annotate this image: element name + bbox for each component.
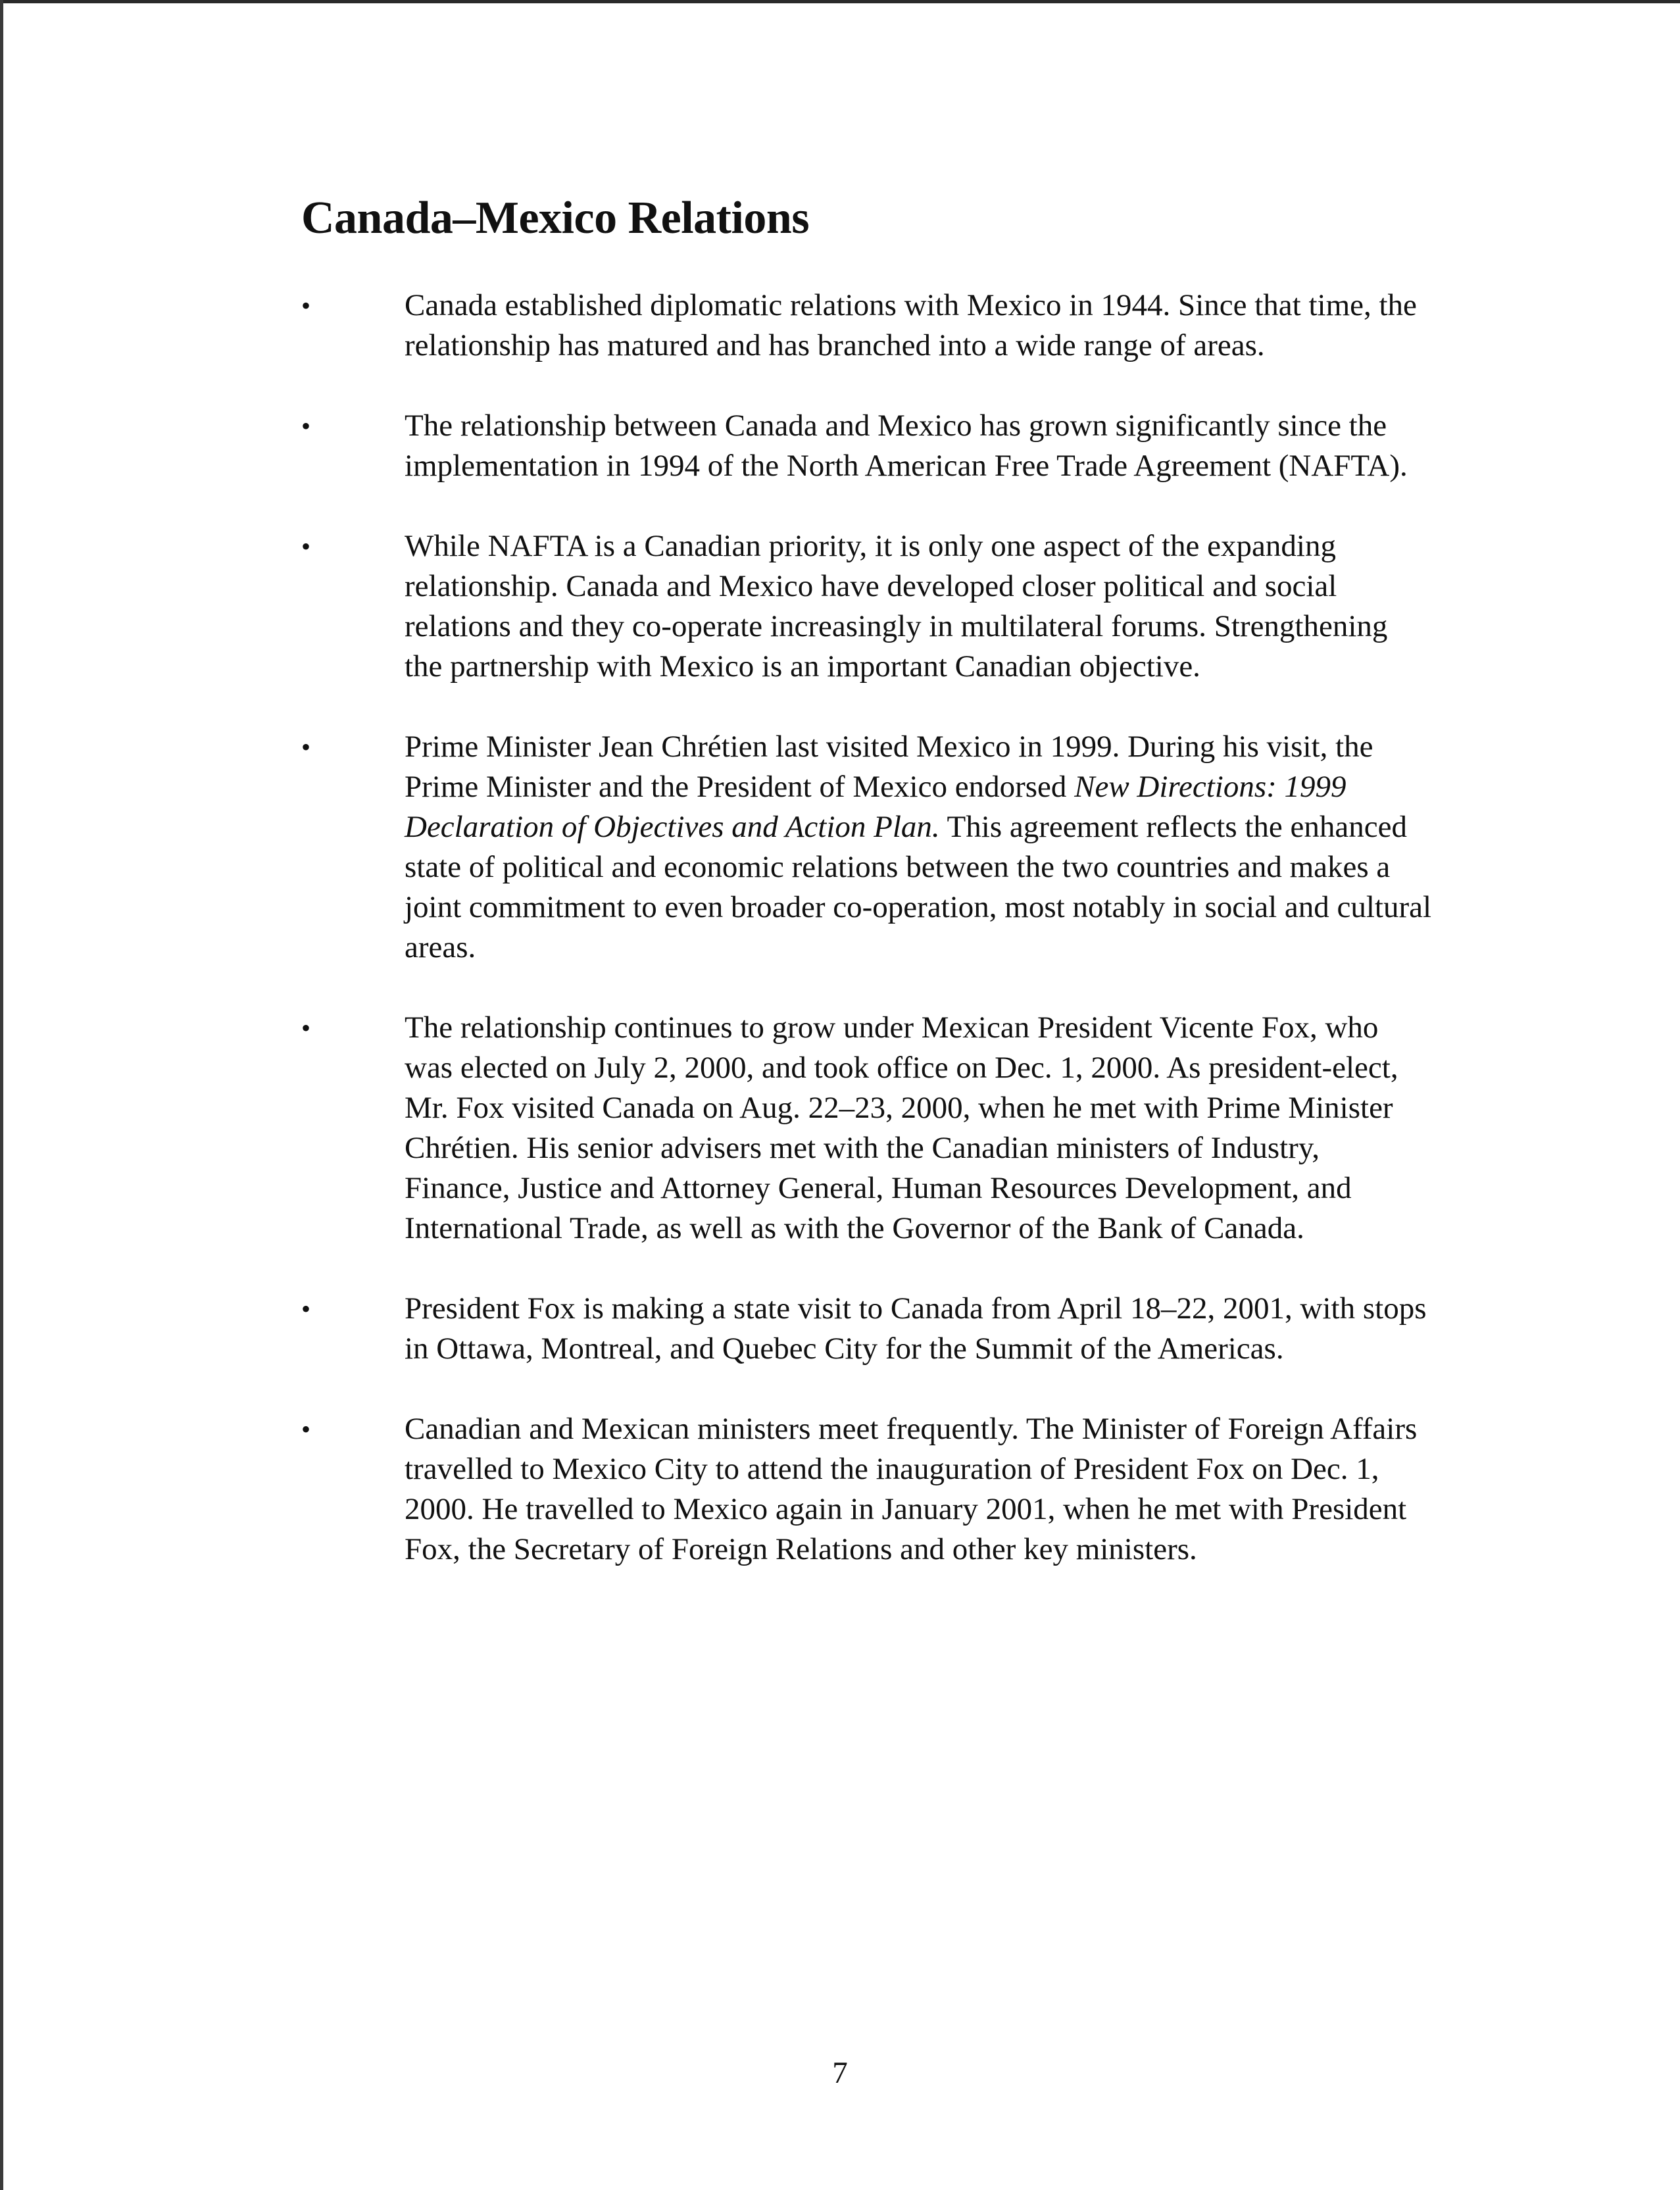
page-title: Canada–Mexico Relations	[301, 193, 810, 243]
scan-edge-left	[0, 0, 3, 2190]
italic-title-text: New Directions: 1999 Declaration of Objectives and Action Plan.	[405, 770, 1346, 844]
bullet-text-segment: The relationship continues to grow under Mexican President Vicente Fox, who was elected on July 2, 2000, and took office on Dec. 1, 2000. As president-elect, Mr. Fox visited Canada on Aug. 22–23, 2000, when he met with Prime Minister Chrétien. His senior advisers met with the Canadian ministers of Industry, Finance, Justice and Attorney General, Human Resources Development, and International Trade, as well as with the Governor of the Bank of Canada.	[405, 1010, 1398, 1245]
bullet-text	[405, 406, 1433, 486]
bullet-text-segment: Prime Minister Jean Chrétien last visited Mexico in 1999. During his visit, the Prime Minister and the President of Mexico endorsed	[405, 730, 1373, 804]
bullet-item	[301, 286, 1433, 366]
bullet-dot-icon: •	[301, 1013, 311, 1043]
bullet-item	[301, 727, 1433, 968]
bullet-item	[301, 406, 1433, 486]
bullet-text	[405, 526, 1433, 687]
document-page	[301, 191, 1433, 1610]
bullet-item	[301, 1008, 1433, 1249]
bullet-text-segment: Canada established diplomatic relations with Mexico in 1944. Since that time, the relationship has matured and has branched into a wide range of areas.	[405, 288, 1417, 362]
bullet-text-segment: While NAFTA is a Canadian priority, it is only one aspect of the expanding relationship. Canada and Mexico have developed closer political and social relations and they co-operate increasingly in multilateral forums. Strengthening the partnership with Mexico is an important Canadian objective.	[405, 529, 1388, 684]
bullet-list	[301, 286, 1433, 1570]
bullet-text-segment: President Fox is making a state visit to Canada from April 18–22, 2001, with stops in Ottawa, Montreal, and Quebec City for the Summit of the Americas.	[405, 1291, 1427, 1366]
bullet-dot-icon: •	[301, 732, 311, 762]
bullet-text	[405, 727, 1433, 968]
bullet-text	[405, 1289, 1433, 1369]
bullet-text	[405, 286, 1433, 366]
bullet-dot-icon: •	[301, 532, 311, 561]
scan-edge-top	[0, 0, 1680, 3]
bullet-item	[301, 1409, 1433, 1570]
bullet-dot-icon: •	[301, 1414, 311, 1444]
bullet-text-segment: The relationship between Canada and Mexico has grown significantly since the implementation in 1994 of the North American Free Trade Agreement (NAFTA).	[405, 409, 1408, 483]
bullet-dot-icon: •	[301, 1294, 311, 1324]
page-number: 7	[832, 2056, 848, 2090]
bullet-item	[301, 526, 1433, 687]
bullet-dot-icon: •	[301, 411, 311, 441]
bullet-text	[405, 1008, 1433, 1249]
bullet-text-segment: This agreement reflects the enhanced state of political and economic relations between the two countries and makes a joint commitment to even broader co-operation, most notably in social and cultural areas.	[405, 810, 1432, 964]
bullet-dot-icon: •	[301, 291, 311, 320]
bullet-item	[301, 1289, 1433, 1369]
bullet-text	[405, 1409, 1433, 1570]
bullet-text-segment: Canadian and Mexican ministers meet frequently. The Minister of Foreign Affairs travelled to Mexico City to attend the inauguration of President Fox on Dec. 1, 2000. He travelled to Mexico again in January 2001, when he met with President Fox, the Secretary of Foreign Relations and other key ministers.	[405, 1412, 1418, 1566]
